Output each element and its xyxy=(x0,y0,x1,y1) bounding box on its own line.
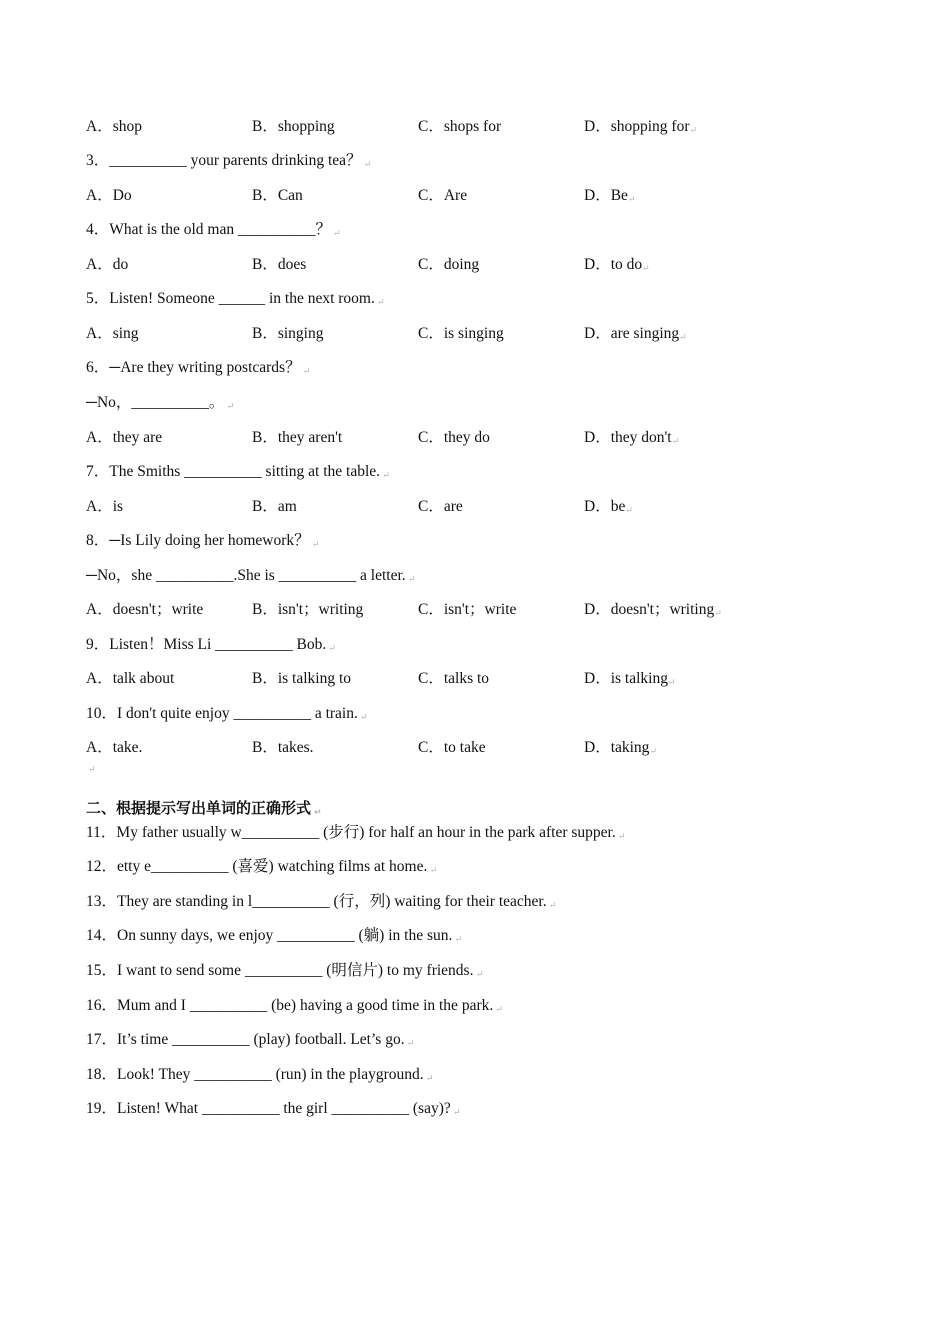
paragraph-mark: ↵ xyxy=(309,539,320,549)
option-d: D．shopping for↵ xyxy=(584,118,698,135)
paragraph-mark: ↵ xyxy=(679,332,687,342)
option-b: B．does xyxy=(252,256,307,273)
question-line xyxy=(86,289,385,312)
option-d: D．doesn't；writing↵ xyxy=(584,601,722,618)
question-line xyxy=(86,1099,461,1122)
option-b: B．Can xyxy=(252,187,303,204)
line-text: 15．I want to send some __________ (明信片) to my friends. xyxy=(86,962,474,979)
question-line xyxy=(86,635,336,658)
paragraph-mark: ↵ xyxy=(357,712,368,722)
option-d: D．they don't↵ xyxy=(584,429,680,446)
paragraph-mark: ↵ xyxy=(667,677,676,687)
question-line xyxy=(86,220,341,243)
question-line xyxy=(86,531,319,554)
option-a: A．shop xyxy=(86,118,142,135)
paragraph-mark: ↵ xyxy=(300,366,311,376)
option-d: D．to do↵ xyxy=(584,256,650,273)
paragraph-mark: ↵ xyxy=(714,608,722,618)
option-c: C．to take xyxy=(418,739,486,756)
paragraph-mark: ↵ xyxy=(452,934,463,944)
line-text: 12．etty e__________ (喜爱) watching films at home. xyxy=(86,858,428,875)
line-text: 3．__________ your parents drinking tea？ xyxy=(86,152,362,169)
question-line xyxy=(86,704,368,727)
option-c: C．isn't；write xyxy=(418,601,517,618)
line-text: 14．On sunny days, we enjoy __________ (躺) in the sun. xyxy=(86,927,453,944)
line-text: 13．They are standing in l__________ (行，列) waiting for their teacher. xyxy=(86,893,547,910)
question-line xyxy=(86,393,234,416)
paragraph-mark: ↵ xyxy=(642,263,650,273)
option-a: A．do xyxy=(86,256,129,273)
paragraph-mark: ↵ xyxy=(88,764,96,774)
option-b: B．is talking to xyxy=(252,670,352,687)
option-a: A．is xyxy=(86,498,124,515)
paragraph-mark: ↵ xyxy=(361,159,372,169)
line-text: 18．Look! They __________ (run) in the playground. xyxy=(86,1066,424,1083)
option-d: D．are singing↵ xyxy=(584,325,687,342)
option-c: C．talks to xyxy=(418,670,490,687)
question-line xyxy=(86,1030,414,1053)
line-text: 11．My father usually w__________ (步行) for half an hour in the park after supper. xyxy=(86,824,616,841)
option-a: A．they are xyxy=(86,429,163,446)
line-text: 19．Listen! What __________ the girl __________ (say)? xyxy=(86,1100,451,1117)
option-d: D．be↵ xyxy=(584,498,633,515)
paragraph-mark: ↵ xyxy=(405,574,416,584)
option-c: C．are xyxy=(418,498,463,515)
question-line xyxy=(86,358,310,381)
question-line xyxy=(86,926,462,949)
paragraph-mark: ↵ xyxy=(649,746,657,756)
question-line xyxy=(86,462,390,485)
paragraph-mark: ↵ xyxy=(427,865,438,875)
line-text: 17．It’s time __________ (play) football. Let’s go. xyxy=(86,1031,405,1048)
option-b: B．takes. xyxy=(252,739,314,756)
paragraph-mark: ↵ xyxy=(326,643,337,653)
line-text: 6．─Are they writing postcards？ xyxy=(86,359,301,376)
option-a: A．sing xyxy=(86,325,139,342)
option-c: C．shops for xyxy=(418,118,502,135)
section-heading xyxy=(86,798,322,823)
line-text: ─No，she __________.She is __________ a letter. xyxy=(86,567,406,584)
paragraph-mark: ↵ xyxy=(311,808,322,818)
question-line xyxy=(86,857,437,880)
paragraph-mark: ↵ xyxy=(404,1038,415,1048)
paragraph-mark: ↵ xyxy=(546,900,557,910)
line-text: 4．What is the old man __________？ xyxy=(86,221,331,238)
question-line xyxy=(86,961,483,984)
paragraph-mark: ↵ xyxy=(615,831,626,841)
paragraph-mark: ↵ xyxy=(671,436,680,446)
paragraph-mark: ↵ xyxy=(224,401,235,411)
paragraph-mark: ↵ xyxy=(689,125,698,135)
option-d: D．is talking↵ xyxy=(584,670,676,687)
paragraph-mark: ↵ xyxy=(450,1107,461,1117)
line-text: 8．─Is Lily doing her homework？ xyxy=(86,532,310,549)
line-text: ─No，__________。 xyxy=(86,394,225,411)
paragraph-mark: ↵ xyxy=(330,228,341,238)
option-d: D．taking↵ xyxy=(584,739,657,756)
option-c: C．Are xyxy=(418,187,468,204)
paragraph-mark: ↵ xyxy=(423,1073,434,1083)
option-a: A．Do xyxy=(86,187,132,204)
option-a: A．take. xyxy=(86,739,143,756)
option-a: A．talk about xyxy=(86,670,175,687)
option-b: B．singing xyxy=(252,325,324,342)
question-line xyxy=(86,151,371,174)
option-b: B．isn't；writing xyxy=(252,601,364,618)
question-line xyxy=(86,996,503,1019)
line-text: 9．Listen！Miss Li __________ Bob. xyxy=(86,636,327,653)
paragraph-mark: ↵ xyxy=(473,969,484,979)
line-text: 二、根据提示写出单词的正确形式 xyxy=(86,799,312,817)
question-line xyxy=(86,1065,433,1088)
option-c: C．they do xyxy=(418,429,490,446)
question-line xyxy=(86,823,626,846)
line-text: 7．The Smiths __________ sitting at the table. xyxy=(86,463,381,480)
option-c: C．is singing xyxy=(418,325,504,342)
paragraph-mark: ↵ xyxy=(380,470,390,480)
question-line xyxy=(86,566,415,589)
line-text: 16．Mum and I __________ (be) having a good time in the park. xyxy=(86,997,494,1014)
paragraph-mark: ↵ xyxy=(374,297,385,307)
option-b: B．am xyxy=(252,498,297,515)
option-c: C．doing xyxy=(418,256,480,273)
line-text: 10．I don't quite enjoy __________ a train. xyxy=(86,705,358,722)
question-line xyxy=(86,892,556,915)
line-text: 5．Listen! Someone ______ in the next room. xyxy=(86,290,375,307)
paragraph-mark: ↵ xyxy=(625,505,633,515)
option-b: B．shopping xyxy=(252,118,335,135)
paragraph-mark: ↵ xyxy=(627,194,636,204)
paragraph-mark: ↵ xyxy=(493,1004,504,1014)
option-a: A．doesn't；write xyxy=(86,601,204,618)
option-d: D．Be↵ xyxy=(584,187,636,204)
option-b: B．they aren't xyxy=(252,429,343,446)
